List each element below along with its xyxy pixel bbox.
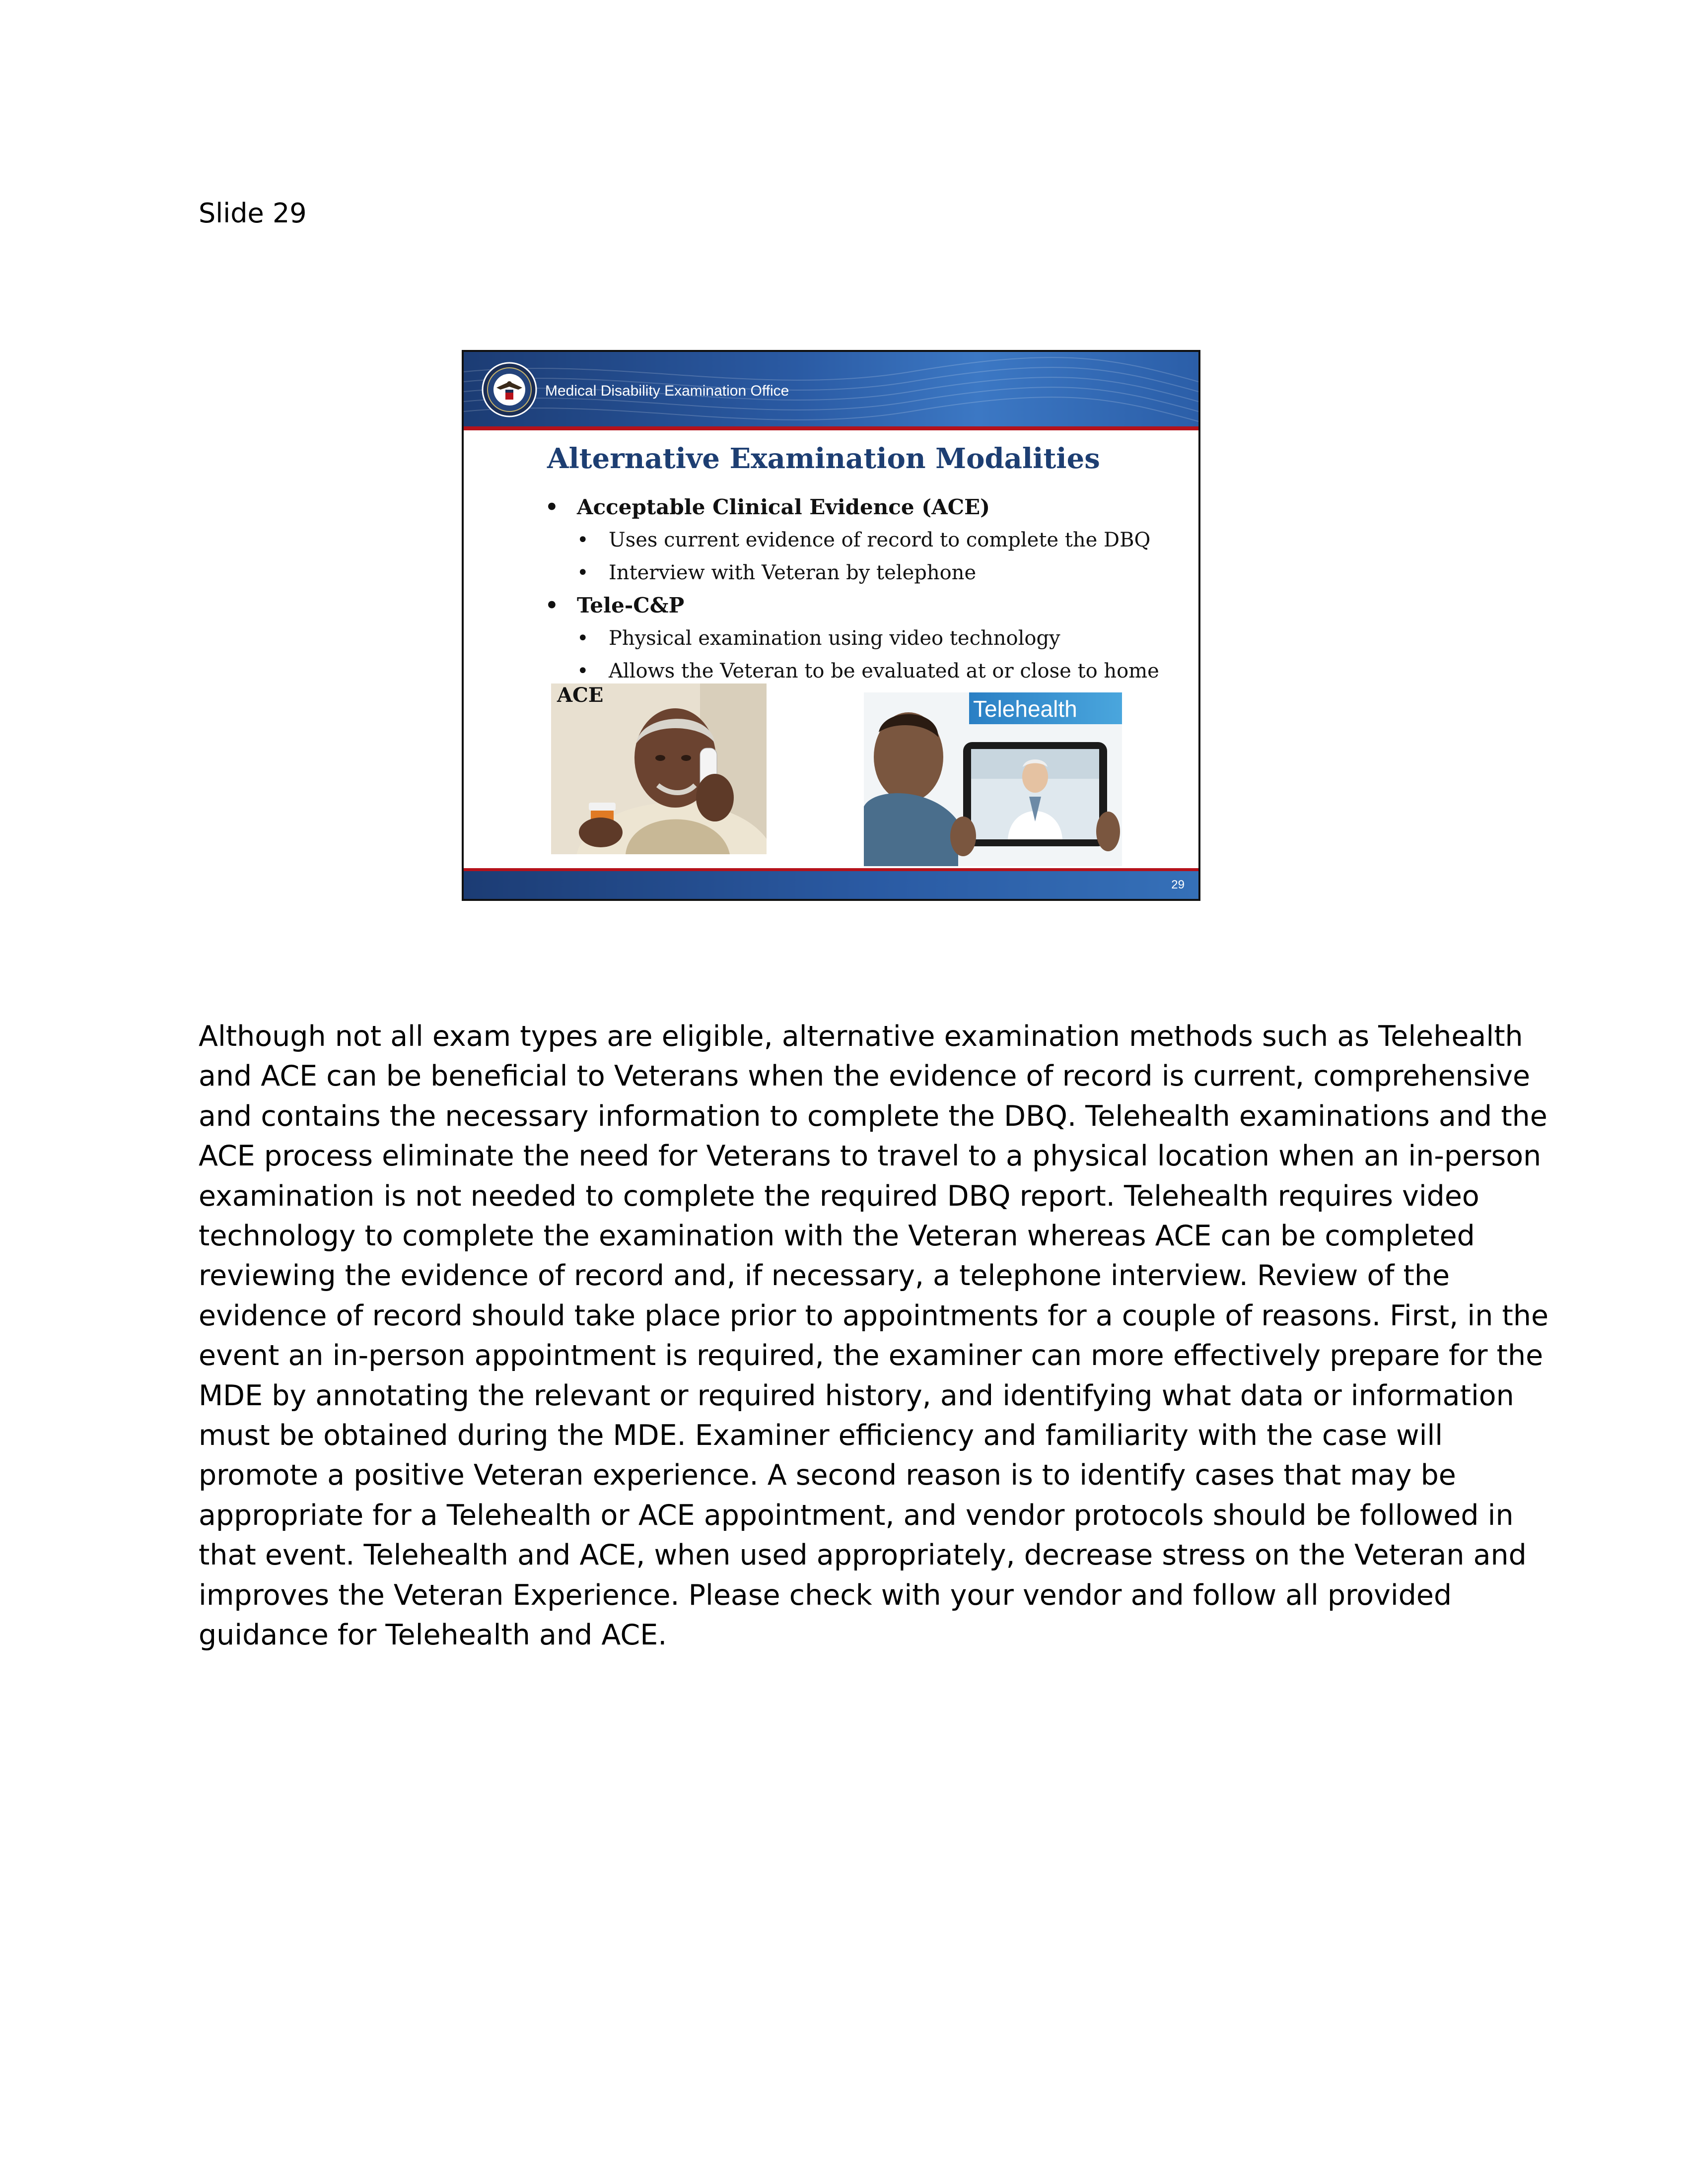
notes-line: that event. Telehealth and ACE, when used appropriately, decrease stress on the Veteran and bbox=[199, 1539, 1527, 1572]
telehealth-badge bbox=[969, 692, 1122, 724]
notes-line: ACE process eliminate the need for Veterans to travel to a physical location when an in-person bbox=[199, 1140, 1542, 1173]
bullet-glyph: • bbox=[577, 627, 589, 650]
notes-line: Although not all exam types are eligible, alternative examination methods such as Telehealth bbox=[199, 1020, 1523, 1053]
bullet-text: Interview with Veteran by telephone bbox=[609, 561, 977, 584]
man-on-phone-illustration bbox=[551, 683, 767, 854]
bullet-item bbox=[545, 495, 990, 519]
bullet-text: Acceptable Clinical Evidence (ACE) bbox=[577, 495, 990, 519]
header-office-name: Medical Disability Examination Office bbox=[545, 383, 789, 399]
bullet-item bbox=[545, 593, 684, 617]
notes-line: and contains the necessary information to complete the DBQ. Telehealth examinations and the bbox=[199, 1099, 1547, 1133]
notes-line: appropriate for a Telehealth or ACE appointment, and vendor protocols should be followed in bbox=[199, 1499, 1514, 1532]
bullet-text: Tele-C&P bbox=[577, 593, 685, 617]
notes-line: examination is not needed to complete the required DBQ report. Telehealth requires video bbox=[199, 1179, 1479, 1213]
notes-line: event an in-person appointment is required, the examiner can more effectively prepare for the bbox=[199, 1339, 1544, 1372]
slide-header-bar bbox=[464, 352, 1198, 426]
bullet-glyph: • bbox=[545, 593, 559, 617]
slide-heading: Slide 29 bbox=[199, 198, 307, 229]
bullet-glyph: • bbox=[577, 561, 589, 584]
notes-line: improves the Veteran Experience. Please check with your vendor and follow all provided bbox=[199, 1578, 1452, 1612]
notes-line: technology to complete the examination with the Veteran whereas ACE can be completed bbox=[199, 1220, 1475, 1253]
telehealth-photo-label: Telehealth bbox=[973, 696, 1077, 722]
ace-photo-label: ACE bbox=[557, 683, 604, 707]
bullet-text: Allows the Veteran to be evaluated at or close to home bbox=[609, 660, 1159, 682]
bullet-glyph: • bbox=[577, 529, 589, 551]
bullet-glyph: • bbox=[577, 660, 589, 682]
speaker-notes bbox=[199, 1017, 1549, 1655]
bullet-glyph: • bbox=[545, 495, 559, 519]
notes-line: reviewing the evidence of record and, if necessary, a telephone interview. Review of the bbox=[199, 1259, 1450, 1293]
bullet-item bbox=[577, 529, 1150, 551]
slide-thumbnail bbox=[462, 350, 1200, 901]
notes-line: MDE by annotating the relevant or required history, and identifying what data or information bbox=[199, 1379, 1514, 1412]
slide-number: 29 bbox=[1171, 878, 1185, 891]
bullet-item bbox=[577, 660, 1159, 682]
notes-line: evidence of record should take place prior to appointments for a couple of reasons. First, in the bbox=[199, 1299, 1549, 1332]
bullet-text: Uses current evidence of record to complete the DBQ bbox=[609, 529, 1151, 551]
slide-title: Alternative Examination Modalities bbox=[547, 442, 1100, 475]
notes-line: must be obtained during the MDE. Examiner efficiency and familiarity with the case will bbox=[199, 1419, 1443, 1452]
bullet-item bbox=[577, 627, 1060, 650]
telehealth-photo bbox=[864, 692, 1122, 866]
slide-footer-bar bbox=[464, 871, 1198, 899]
va-seal-icon bbox=[482, 362, 537, 417]
notes-line: and ACE can be beneficial to Veterans when the evidence of record is current, comprehensive bbox=[199, 1060, 1531, 1093]
header-accent-line bbox=[464, 426, 1198, 430]
notes-line: guidance for Telehealth and ACE. bbox=[199, 1619, 667, 1652]
bullet-item bbox=[577, 561, 976, 584]
bullet-text: Physical examination using video technology bbox=[609, 627, 1060, 650]
notes-line: promote a positive Veteran experience. A second reason is to identify cases that may be bbox=[199, 1459, 1456, 1492]
ace-phone-photo bbox=[551, 683, 767, 854]
